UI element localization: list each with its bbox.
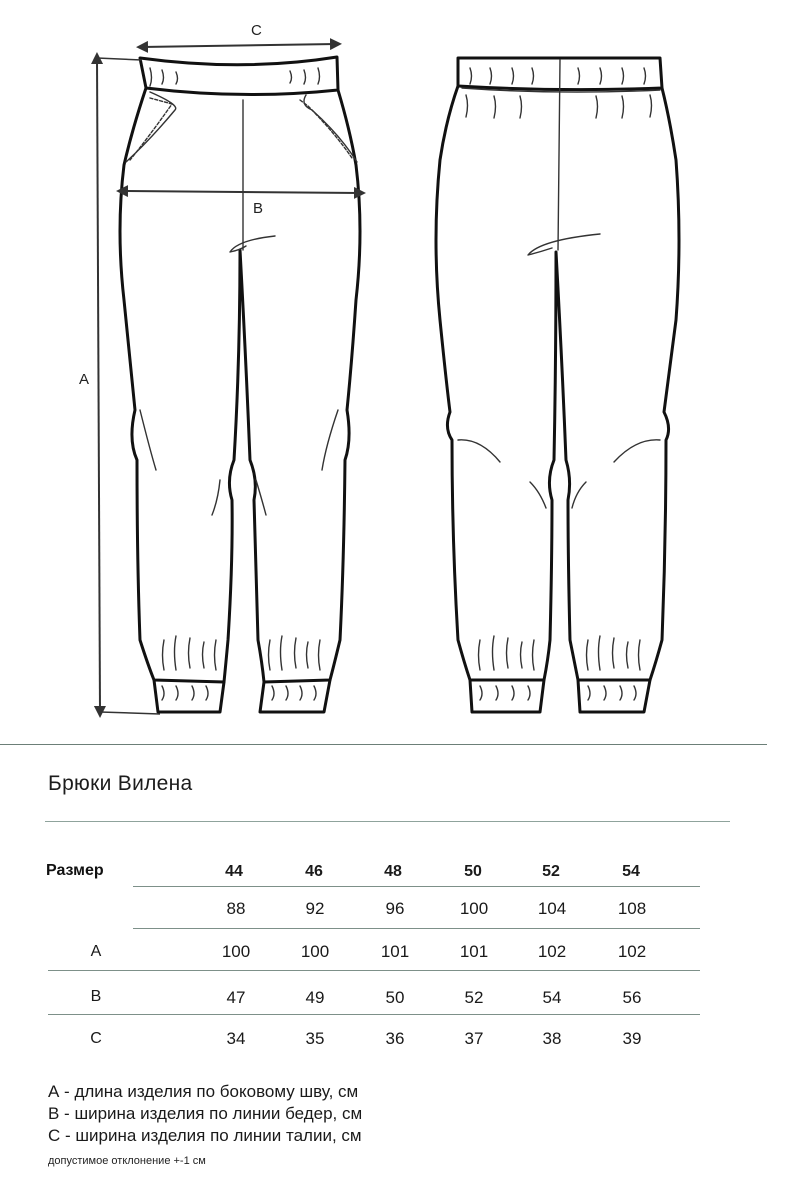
front-outline — [120, 88, 360, 682]
table-rule — [48, 970, 700, 971]
table-cell: 102 — [537, 942, 567, 961]
table-row-label: C — [90, 1030, 102, 1047]
dimension-a-line — [97, 58, 100, 712]
table-cell: 96 — [385, 899, 405, 918]
table-cell: 39 — [622, 1029, 642, 1048]
table-cell: 88 — [226, 899, 246, 918]
table-cell: 100 — [459, 899, 489, 918]
front-left-cuff — [154, 680, 224, 712]
dimension-a-label: A — [79, 371, 90, 388]
legend-c: С - ширина изделия по линии талии, см — [48, 1126, 362, 1145]
table-row-label: B — [90, 988, 102, 1005]
section-divider — [0, 744, 767, 745]
table-cell: 56 — [622, 988, 642, 1007]
front-waistband — [140, 57, 338, 95]
tolerance-note: допустимое отклонение +-1 см — [48, 1155, 206, 1167]
table-cell: 108 — [617, 899, 647, 918]
table-cell: 102 — [617, 942, 647, 961]
table-cell: 47 — [226, 988, 246, 1007]
table-cell: 92 — [305, 899, 325, 918]
table-cell: 104 — [537, 899, 567, 918]
front-view — [120, 57, 360, 712]
dimension-b-line — [122, 191, 360, 193]
size-header: 48 — [384, 863, 402, 880]
size-header: 52 — [542, 863, 560, 880]
table-cell: 52 — [464, 988, 484, 1007]
table-cell: 34 — [226, 1029, 246, 1048]
back-right-cuff — [578, 680, 650, 712]
table-cell: 100 — [221, 942, 251, 961]
table-cell: 101 — [380, 942, 410, 961]
back-view — [436, 58, 679, 712]
table-rule — [48, 1014, 700, 1015]
table-cell: 36 — [385, 1029, 405, 1048]
table-cell: 37 — [464, 1029, 484, 1048]
product-title: Брюки Вилена — [48, 772, 193, 795]
dimension-c-line — [142, 44, 336, 47]
table-cell: 100 — [300, 942, 330, 961]
size-header: 54 — [622, 863, 640, 880]
legend-b: В - ширина изделия по линии бедер, см — [48, 1104, 363, 1123]
legend-a: А - длина изделия по боковому шву, см — [48, 1082, 359, 1101]
size-header: 50 — [464, 863, 482, 880]
back-outline — [436, 86, 679, 680]
table-cell: 54 — [542, 988, 562, 1007]
title-divider — [45, 821, 730, 822]
table-rule — [133, 928, 700, 929]
size-header: 44 — [225, 863, 243, 880]
dimension-c-label: C — [251, 22, 262, 39]
dimension-b-label: B — [253, 200, 264, 217]
table-rule — [133, 886, 700, 887]
size-header-label: Размер — [46, 862, 104, 879]
table-cell: 35 — [305, 1029, 325, 1048]
table-cell: 50 — [385, 988, 405, 1007]
table-cell: 38 — [542, 1029, 562, 1048]
table-row-label: A — [90, 943, 102, 960]
size-header: 46 — [305, 863, 323, 880]
table-cell: 101 — [459, 942, 489, 961]
table-cell: 49 — [305, 988, 325, 1007]
front-right-cuff — [260, 680, 330, 712]
